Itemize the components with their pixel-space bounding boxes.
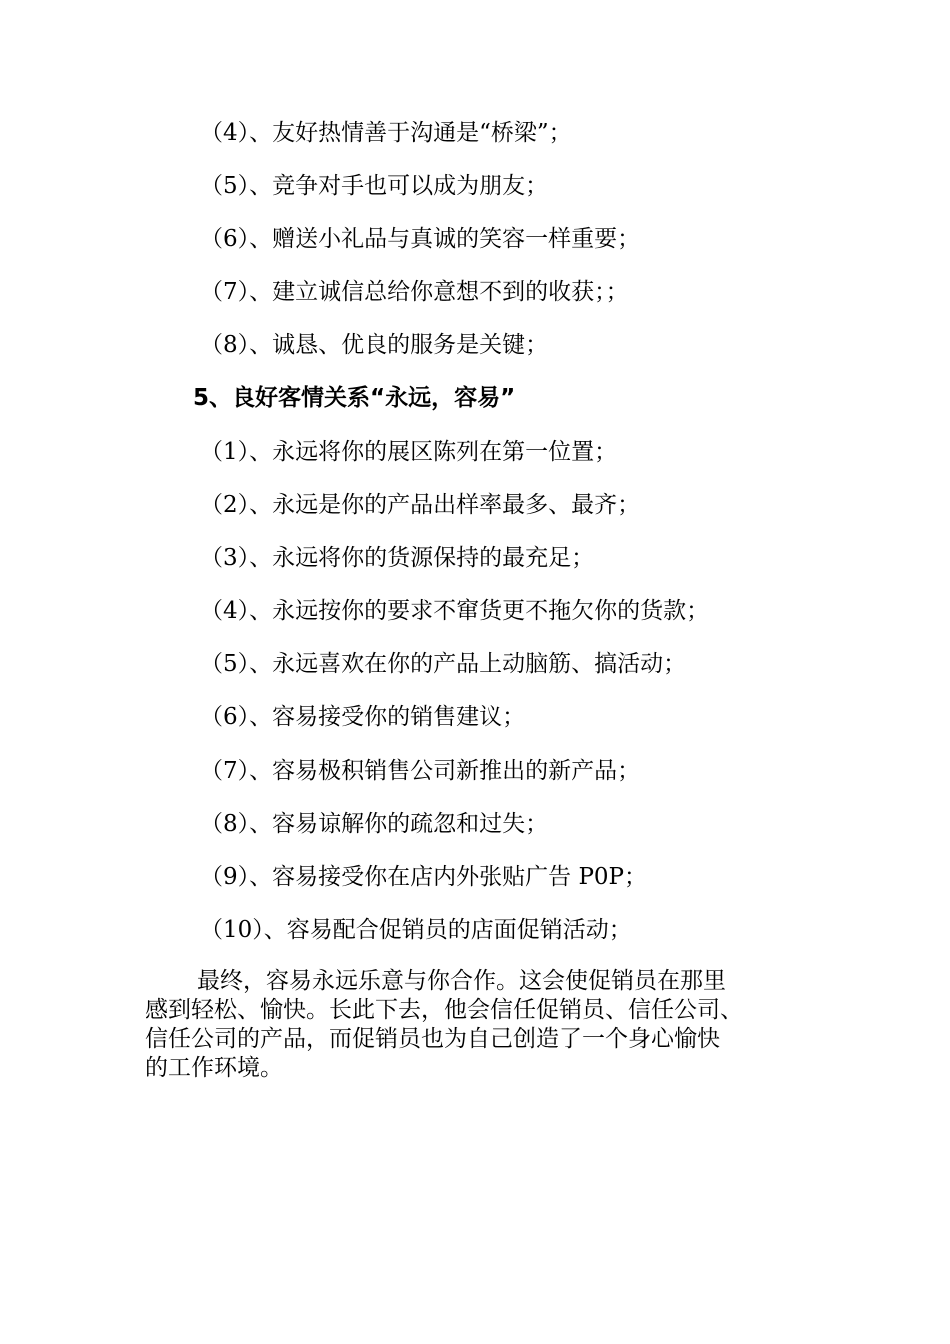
list-item: （4）、永远按你的要求不窜货更不拖欠你的货款； [200, 598, 710, 624]
list-item: （7）、建立诚信总给你意想不到的收获；； [200, 279, 629, 305]
list-item: （1）、永远将你的展区陈列在第一位置； [200, 439, 618, 465]
paragraph-line: 信任公司的产品，而促销员也为自己创造了一个身心愉快 [145, 1026, 720, 1052]
list-item: （5）、永远喜欢在你的产品上动脑筋、搞活动； [200, 651, 687, 677]
list-item: （2）、永远是你的产品出样率最多、最齐； [200, 492, 641, 518]
paragraph-line: 最终，容易永远乐意与你合作。这会使促销员在那里 [197, 968, 726, 994]
list-item: （8）、诚恳、优良的服务是关键； [200, 332, 549, 358]
list-item: （8）、容易谅解你的疏忽和过失； [200, 811, 549, 837]
paragraph-line: 的工作环境。 [145, 1055, 283, 1081]
closing-paragraph [145, 967, 805, 1083]
list-item: （5）、竞争对手也可以成为朋友； [200, 173, 549, 199]
list-item: （10）、容易配合促销员的店面促销活动； [200, 917, 632, 943]
list-item: （4）、友好热情善于沟通是“桥梁”； [200, 120, 572, 146]
list-item: （9）、容易接受你在店内外张贴广告 P0P； [200, 864, 648, 890]
section-heading: 5、良好客情关系“永远，容易” [193, 385, 516, 411]
list-item: （6）、赠送小礼品与真诚的笑容一样重要； [200, 226, 641, 252]
list-item: （3）、永远将你的货源保持的最充足； [200, 545, 595, 571]
list-item: （6）、容易接受你的销售建议； [200, 704, 526, 730]
paragraph-line: 感到轻松、愉快。长此下去，他会信任促销员、信任公司、 [145, 997, 743, 1023]
list-item: （7）、容易极积销售公司新推出的新产品； [200, 758, 641, 784]
